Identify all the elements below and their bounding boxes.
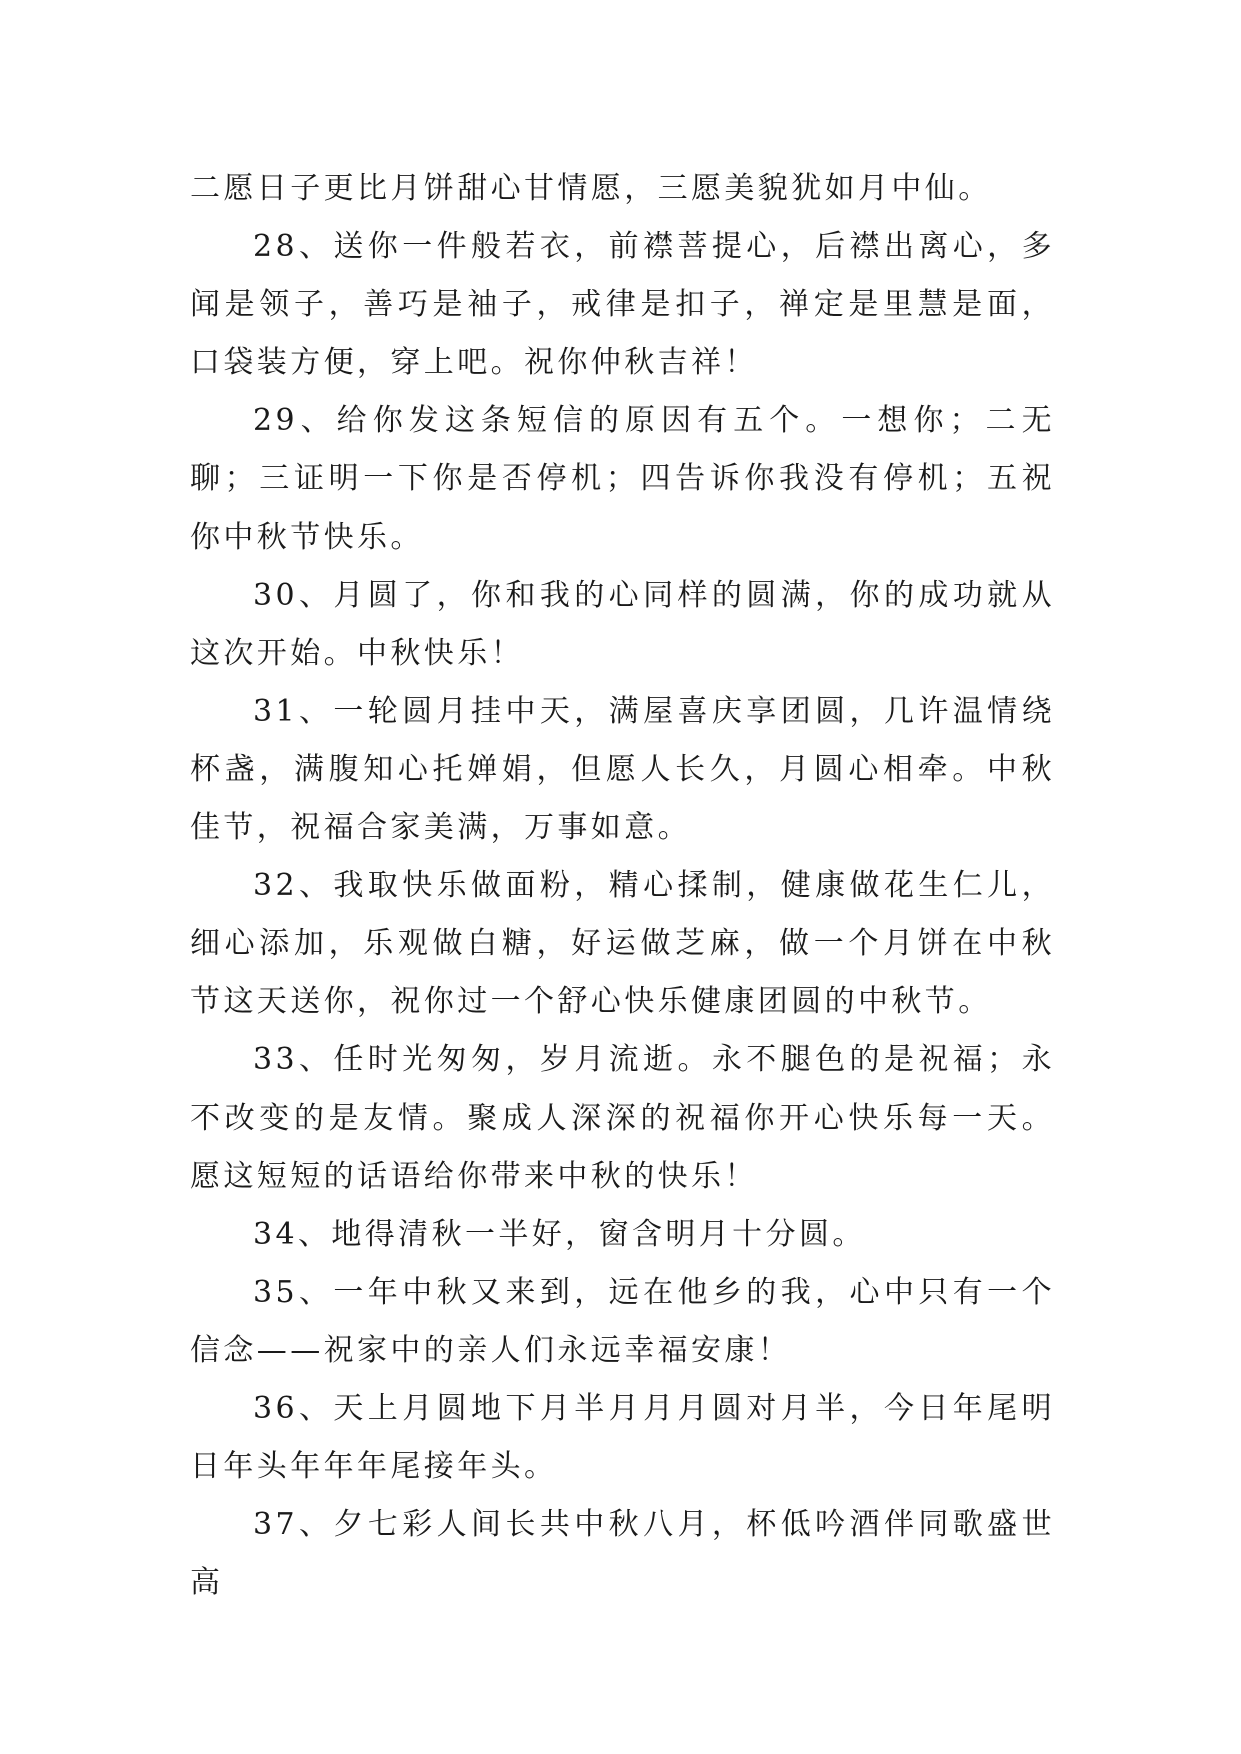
paragraph-32: 32、我取快乐做面粉，精心揉制，健康做花生仁儿，细心添加，乐观做白糖，好运做芝麻，做一个月饼在中秋节这天送你，祝你过一个舒心快乐健康团圆的中秋节。 — [190, 868, 1055, 1020]
paragraph-36: 36、天上月圆地下月半月月月圆对月半，今日年尾明日年头年年年尾接年头。 — [190, 1390, 1055, 1485]
paragraph-35: 35、一年中秋又来到，远在他乡的我，心中只有一个信念——祝家中的亲人们永远幸福安康！ — [190, 1274, 1055, 1368]
paragraph-37: 37、夕七彩人间长共中秋八月，杯低吟酒伴同歌盛世高 — [190, 1507, 1055, 1601]
paragraph-27-continued: 二愿日子更比月饼甜心甘情愿，三愿美貌犹如月中仙。 — [190, 171, 992, 206]
paragraph-33: 33、任时光匆匆，岁月流逝。永不腿色的是祝福；永不改变的是友情。聚成人深深的祝福你开心快乐每一天。愿这短短的话语给你带来中秋的快乐！ — [190, 1042, 1055, 1194]
document-body — [190, 160, 1055, 1612]
paragraph-28: 28、送你一件般若衣，前襟菩提心，后襟出离心，多闻是领子，善巧是袖子，戒律是扣子，禅定是里慧是面，口袋装方便，穿上吧。祝你仲秋吉祥！ — [190, 229, 1055, 381]
paragraph-31: 31、一轮圆月挂中天，满屋喜庆享团圆，几许温情绕杯盏，满腹知心托婵娟，但愿人长久，月圆心相牵。中秋佳节，祝福合家美满，万事如意。 — [190, 693, 1055, 846]
paragraph-30: 30、月圆了，你和我的心同样的圆满，你的成功就从这次开始。中秋快乐！ — [190, 577, 1055, 671]
paragraph-29: 29、给你发这条短信的原因有五个。一想你；二无聊；三证明一下你是否停机；四告诉你我没有停机；五祝你中秋节快乐。 — [190, 403, 1055, 555]
paragraph-34: 34、地得清秋一半好，窗含明月十分圆。 — [253, 1216, 866, 1252]
